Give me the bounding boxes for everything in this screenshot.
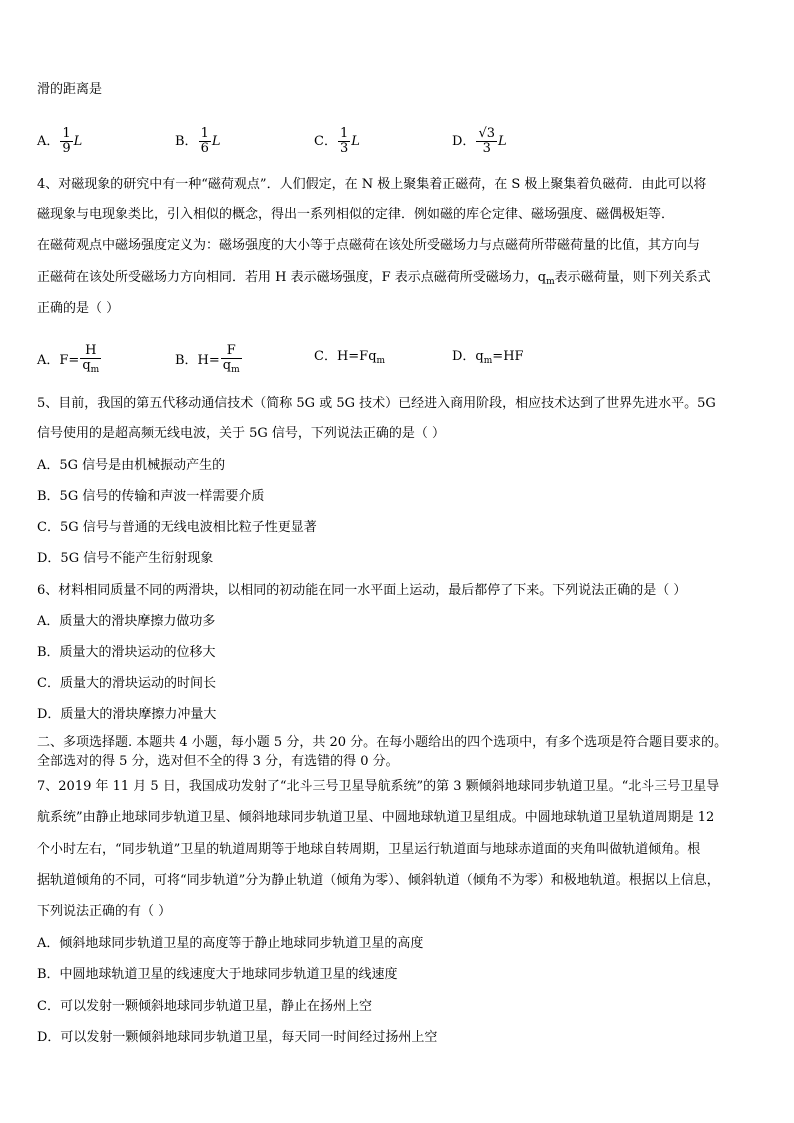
q3-option-d[interactable]: D． $\frac{√3}{3}$ L xyxy=(452,126,507,156)
q4-option-d[interactable]: D．$q_m=HF$ xyxy=(452,349,524,366)
q4-stem-line-3: 在磁荷观点中磁场强度定义为：磁场强度的大小等于点磁荷在该处所受磁场力与点磁荷所带磁荷量的比值，其方向与 xyxy=(37,238,701,253)
q3-option-a[interactable]: A． $\frac{1}{9}$ L xyxy=(37,126,83,156)
q6-option-d[interactable]: D．质量大的滑块摩擦力冲量大 xyxy=(37,707,217,722)
q6-option-a[interactable]: A．质量大的滑块摩擦力做功多 xyxy=(37,614,216,629)
q5-option-a[interactable]: A．5G 信号是由机械振动产生的 xyxy=(37,458,226,473)
q7-option-c[interactable]: C．可以发射一颗倾斜地球同步轨道卫星，静止在扬州上空 xyxy=(37,999,372,1014)
q7-stem-line-5: 下列说法正确的有（ ） xyxy=(37,904,172,919)
q4-option-b[interactable]: B．H= $\frac{F}{q_m}$ xyxy=(175,343,240,375)
section2-heading-line-2: 全部选对的得 5 分，选对但不全的得 3 分，有选错的得 0 分。 xyxy=(37,754,399,769)
q4-stem-line-1: 4、对磁现象的研究中有一种“磁荷观点”．人们假定，在 N 极上聚集着正磁荷，在 S 极上聚集着负磁荷．由此可以将 xyxy=(37,177,707,192)
fraction: $\frac{1}{3}$ xyxy=(339,126,349,156)
q4-option-a[interactable]: A．F= $\frac{H}{q_m}$ xyxy=(37,343,100,375)
option-label: D． xyxy=(452,134,476,149)
q4-stem-line-2: 磁现象与电现象类比，引入相似的概念，得出一系列相似的定律．例如磁的库仑定律、磁场强度、磁偶极矩等． xyxy=(37,207,675,222)
q4-option-c[interactable]: C．$H=Fq_m$ xyxy=(314,349,386,366)
option-label: B． xyxy=(175,134,198,149)
fraction: $\frac{F}{q_m}$ xyxy=(222,343,240,375)
q7-stem-line-1: 7、2019 年 11 月 5 日，我国成功发射了“北斗三号卫星导航系统”的第 3 颗倾斜地球同步轨道卫星。“北斗三号卫星导 xyxy=(37,779,720,794)
option-label: A． xyxy=(37,134,60,149)
option-label: C． xyxy=(314,134,337,149)
q4-stem-line-4: 正磁荷在该处所受磁场力方向相同．若用 H 表示磁场强度，F 表示点磁荷所受磁场力，$q_m$表示磁荷量，则下列关系式 xyxy=(37,270,711,287)
q7-option-a[interactable]: A．倾斜地球同步轨道卫星的高度等于静止地球同步轨道卫星的高度 xyxy=(37,936,424,951)
q7-stem-line-4: 据轨道倾角的不同，可将“同步轨道”分为静止轨道（倾角为零）、倾斜轨道（倾角不为零）和极地轨道。根据以上信息， xyxy=(37,873,720,888)
q6-option-b[interactable]: B．质量大的滑块运动的位移大 xyxy=(37,645,216,660)
q5-option-b[interactable]: B．5G 信号的传输和声波一样需要介质 xyxy=(37,489,265,504)
q3-option-b[interactable]: B． $\frac{1}{6}$ L xyxy=(175,126,221,156)
fraction: $\frac{H}{q_m}$ xyxy=(82,343,100,375)
q5-option-c[interactable]: C．5G 信号与普通的无线电波相比粒子性更显著 xyxy=(37,520,317,535)
q5-stem-line-1: 5、目前，我国的第五代移动通信技术（简称 5G 或 5G 技术）已经进入商用阶段，相应技术达到了世界先进水平。5G xyxy=(37,396,716,411)
q4-stem-line-5: 正确的是（ ） xyxy=(37,301,120,316)
q7-option-b[interactable]: B．中圆地球轨道卫星的线速度大于地球同步轨道卫星的线速度 xyxy=(37,967,398,982)
q6-option-c[interactable]: C．质量大的滑块运动的时间长 xyxy=(37,676,216,691)
q7-option-d[interactable]: D．可以发射一颗倾斜地球同步轨道卫星，每天同一时间经过扬州上空 xyxy=(37,1030,438,1045)
q6-stem-line-1: 6、材料相同质量不同的两滑块，以相同的初动能在同一水平面上运动，最后都停了下来。下列说法正确的是（ ） xyxy=(37,583,687,598)
fraction: $\frac{1}{6}$ xyxy=(200,126,209,156)
q5-stem-line-2: 信号使用的是超高频无线电波，关于 5G 信号，下列说法正确的是（ ） xyxy=(37,426,446,441)
q3-tail-text: 滑的距离是 xyxy=(37,82,103,97)
q7-stem-line-3: 个小时左右，“同步轨道”卫星的轨道周期等于地球自转周期，卫星运行轨道面与地球赤道面的夹角叫做轨道倾角。根 xyxy=(37,842,701,857)
fraction: $\frac{√3}{3}$ xyxy=(478,126,496,156)
q5-option-d[interactable]: D．5G 信号不能产生衍射现象 xyxy=(37,551,214,566)
section2-heading-line-1: 二、多项选择题. 本题共 4 小题，每小题 5 分，共 20 分。在每小题给出的四个选项中，有多个选项是符合题目要求的。 xyxy=(37,735,728,750)
q3-option-c[interactable]: C． $\frac{1}{3}$ L xyxy=(314,126,360,156)
q7-stem-line-2: 航系统”由静止地球同步轨道卫星、倾斜地球同步轨道卫星、中圆地球轨道卫星组成。中圆地球轨道卫星轨道周期是 12 xyxy=(37,810,715,825)
fraction: $\frac{1}{9}$ xyxy=(62,126,71,156)
